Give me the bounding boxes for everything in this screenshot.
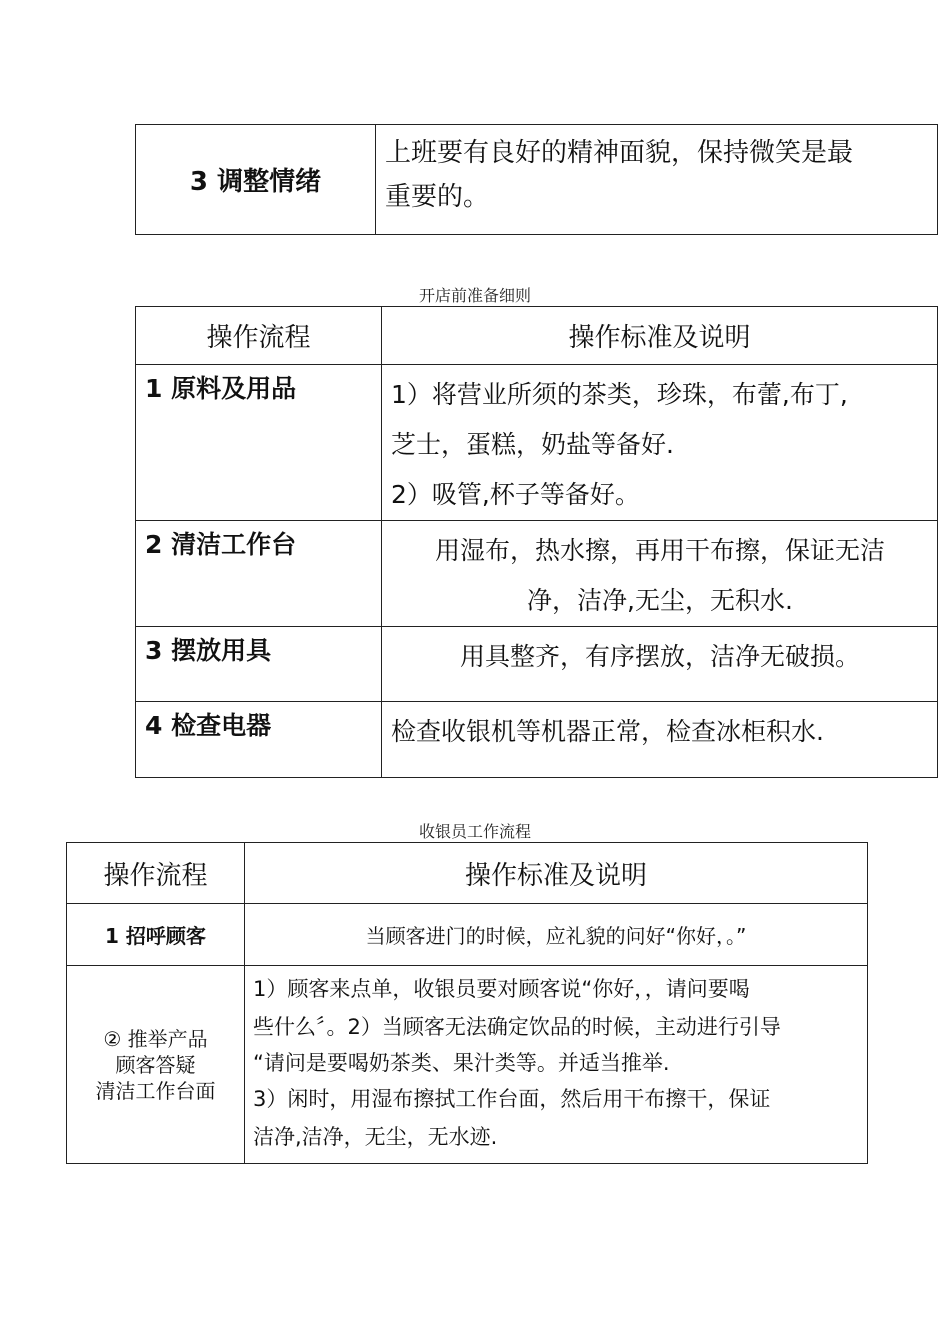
label-line: 清洁工作台面 [95, 1078, 216, 1103]
opening-prep-table [135, 306, 938, 778]
row-label: 3 摆放用具 [136, 627, 382, 702]
text-line: 重要的。 [385, 182, 490, 212]
table-caption: 开店前准备细则 [418, 286, 531, 305]
table-row [136, 125, 938, 235]
row-text [245, 966, 868, 1164]
text-line: 芝士，蛋糕，奶盐等备好. [391, 430, 674, 459]
column-header: 操作标准及说明 [245, 843, 868, 904]
table-row [67, 966, 868, 1164]
column-header: 操作流程 [67, 843, 245, 904]
table-row [136, 627, 938, 702]
text-line: 用具整齐，有序摆放，洁净无破损。 [459, 642, 860, 671]
row-label: 3 调整情绪 [136, 125, 376, 235]
table-row [136, 702, 938, 778]
row-label: 2 清洁工作台 [136, 521, 382, 627]
row-label: 1 招呼顾客 [67, 904, 245, 966]
row-text [382, 365, 938, 521]
table-row [136, 365, 938, 521]
column-header: 操作流程 [136, 307, 382, 365]
label-line: ② 推举产品 [103, 1026, 208, 1051]
text-line: 2）吸管,杯子等备好。 [391, 480, 640, 509]
label-line: 顾客答疑 [115, 1052, 196, 1077]
text-line: 净，洁净,无尘，无积水. [527, 586, 793, 615]
text-line: 些什么〞。2）当顾客无法确定饮品的时候，主动进行引导 [253, 1015, 781, 1039]
row-label: 4 检查电器 [136, 702, 382, 778]
table-row [136, 521, 938, 627]
row-text [382, 521, 938, 627]
table-row [67, 904, 868, 966]
text-line: 3）闲时，用湿布擦拭工作台面，然后用干布擦干，保证 [253, 1087, 771, 1111]
text-line: 检查收银机等机器正常，检查冰柜积水. [391, 717, 824, 746]
table-header-row [136, 307, 938, 365]
row-text [382, 627, 938, 702]
mood-table [135, 124, 938, 235]
column-header: 操作标准及说明 [382, 307, 938, 365]
text-line: 1）将营业所须的茶类，珍珠，布蕾,布丁, [391, 380, 848, 409]
cashier-workflow-table [66, 842, 868, 1164]
table-header-row [67, 843, 868, 904]
text-line: “请问是要喝奶茶类、果汁类等。并适当推举. [253, 1051, 670, 1075]
row-label: 1 原料及用品 [136, 365, 382, 521]
row-text [382, 702, 938, 778]
text-line: 洁净,洁净，无尘，无水迹. [253, 1125, 498, 1149]
row-text: 当顾客进门的时候，应礼貌的问好“你好，。” [245, 904, 868, 966]
text-line: 1）顾客来点单，收银员要对顾客说“你好，，请问要喝 [253, 977, 750, 1001]
text-line: 上班要有良好的精神面貌，保持微笑是最 [385, 138, 854, 168]
row-text [376, 125, 938, 235]
table-caption: 收银员工作流程 [418, 822, 531, 841]
text-line: 用湿布，热水擦，再用干布擦，保证无洁 [434, 536, 885, 565]
row-label [67, 966, 245, 1164]
